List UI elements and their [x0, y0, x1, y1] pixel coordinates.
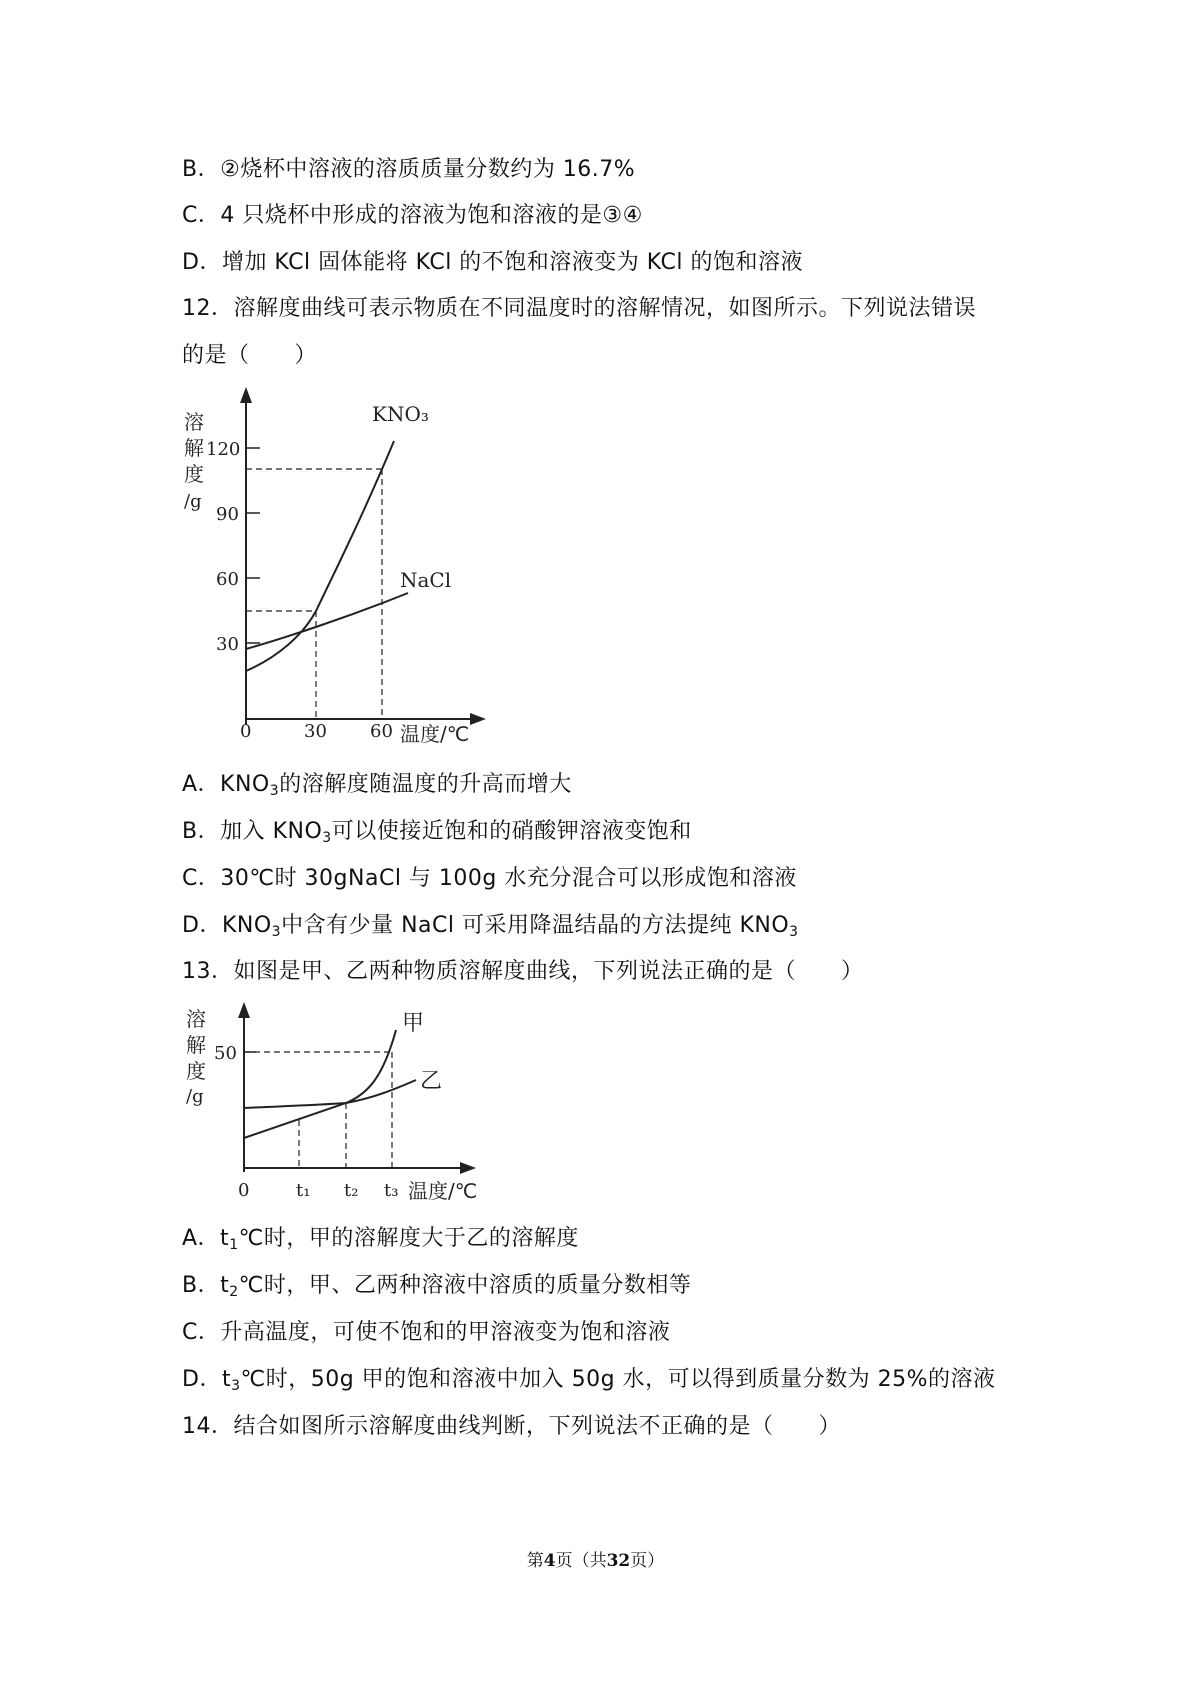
- q12-nacl-label: NaCl: [400, 568, 452, 592]
- q13-jia-label: 甲: [402, 1011, 425, 1036]
- q13-xtick-0: 0: [238, 1180, 250, 1201]
- q12-ytick-120: 120: [206, 439, 241, 460]
- q12-option-d: D．$KNO_3$中含有少量 NaCl 可采用降温结晶的方法提纯 $KNO_3$: [182, 913, 799, 940]
- q12-stem-line1: 12．溶解度曲线可表示物质在不同温度时的溶解情况，如图所示。下列说法错误: [182, 296, 976, 321]
- q13-option-d: D．$t_3℃$时，50g 甲的饱和溶液中加入 50g 水，可以得到质量分数为 25%的溶液: [182, 1367, 996, 1394]
- q12-option-c: C．30℃时 30gNaCl 与 100g 水充分混合可以形成饱和溶液: [182, 866, 797, 891]
- q11-option-b: B．②烧杯中溶液的溶质质量分数约为 16.7%: [182, 157, 636, 182]
- q13-xtick-t1: t₁: [296, 1180, 311, 1201]
- q13-ylabel-char4: /g: [186, 1086, 204, 1107]
- q12-xtick-30: 30: [304, 721, 327, 742]
- q12-option-a: A．$KNO_3$的溶解度随温度的升高而增大: [182, 772, 572, 799]
- q13-xlabel: 温度/℃: [408, 1179, 478, 1203]
- q13-xtick-t3: t₃: [384, 1180, 399, 1201]
- q12-xlabel: 温度/℃: [400, 722, 470, 745]
- q13-option-c: C．升高温度，可使不饱和的甲溶液变为饱和溶液: [182, 1320, 671, 1345]
- q12-ylabel-char1: 溶: [184, 410, 204, 434]
- page-total: 32: [606, 1551, 631, 1571]
- q12-stem-line2: 的是（ ）: [182, 343, 318, 368]
- q12-nacl-curve: [246, 593, 408, 649]
- q13-yi-curve: [244, 1080, 416, 1108]
- q12-ylabel-char4: /g: [184, 491, 202, 512]
- q12-solubility-figure: [178, 385, 498, 745]
- q13-ylabel-char2: 解: [186, 1033, 206, 1057]
- page-footer: 第4页（共32页）: [526, 1551, 665, 1571]
- q13-ylabel-char1: 溶: [186, 1007, 206, 1031]
- q12-xtick-0: 0: [240, 721, 252, 742]
- q12-ylabel-char2: 解: [184, 436, 204, 460]
- q12-ytick-30: 30: [216, 634, 239, 655]
- q14-stem: 14．结合如图所示溶解度曲线判断，下列说法不正确的是（ ）: [182, 1414, 841, 1439]
- q11-option-d: D．增加 KCl 固体能将 KCl 的不饱和溶液变为 KCl 的饱和溶液: [182, 250, 803, 275]
- q13-option-b: B．$t_2℃$时，甲、乙两种溶液中溶质的质量分数相等: [182, 1273, 692, 1300]
- page-number: 4: [543, 1551, 556, 1571]
- q13-solubility-figure: [178, 1002, 488, 1212]
- q12-xtick-60: 60: [370, 721, 393, 742]
- q12-kno3-curve: [246, 441, 394, 671]
- q13-xtick-t2: t₂: [344, 1180, 359, 1201]
- q12-ytick-90: 90: [216, 504, 239, 525]
- q12-ylabel-char3: 度: [184, 462, 204, 486]
- q13-yi-label: 乙: [420, 1069, 443, 1094]
- q13-option-a: A．$t_1℃$时，甲的溶解度大于乙的溶解度: [182, 1226, 579, 1253]
- q13-stem: 13．如图是甲、乙两种物质溶解度曲线，下列说法正确的是（ ）: [182, 959, 864, 984]
- q12-ytick-60: 60: [216, 569, 239, 590]
- q13-ytick-50: 50: [214, 1043, 237, 1064]
- q12-option-b: B．加入 $KNO_3$可以使接近饱和的硝酸钾溶液变饱和: [182, 819, 692, 846]
- q11-option-c: C．4 只烧杯中形成的溶液为饱和溶液的是③④: [182, 203, 643, 228]
- q12-kno3-label: KNO₃: [372, 402, 429, 426]
- q13-jia-curve: [244, 1030, 396, 1138]
- q13-ylabel-char3: 度: [186, 1059, 206, 1083]
